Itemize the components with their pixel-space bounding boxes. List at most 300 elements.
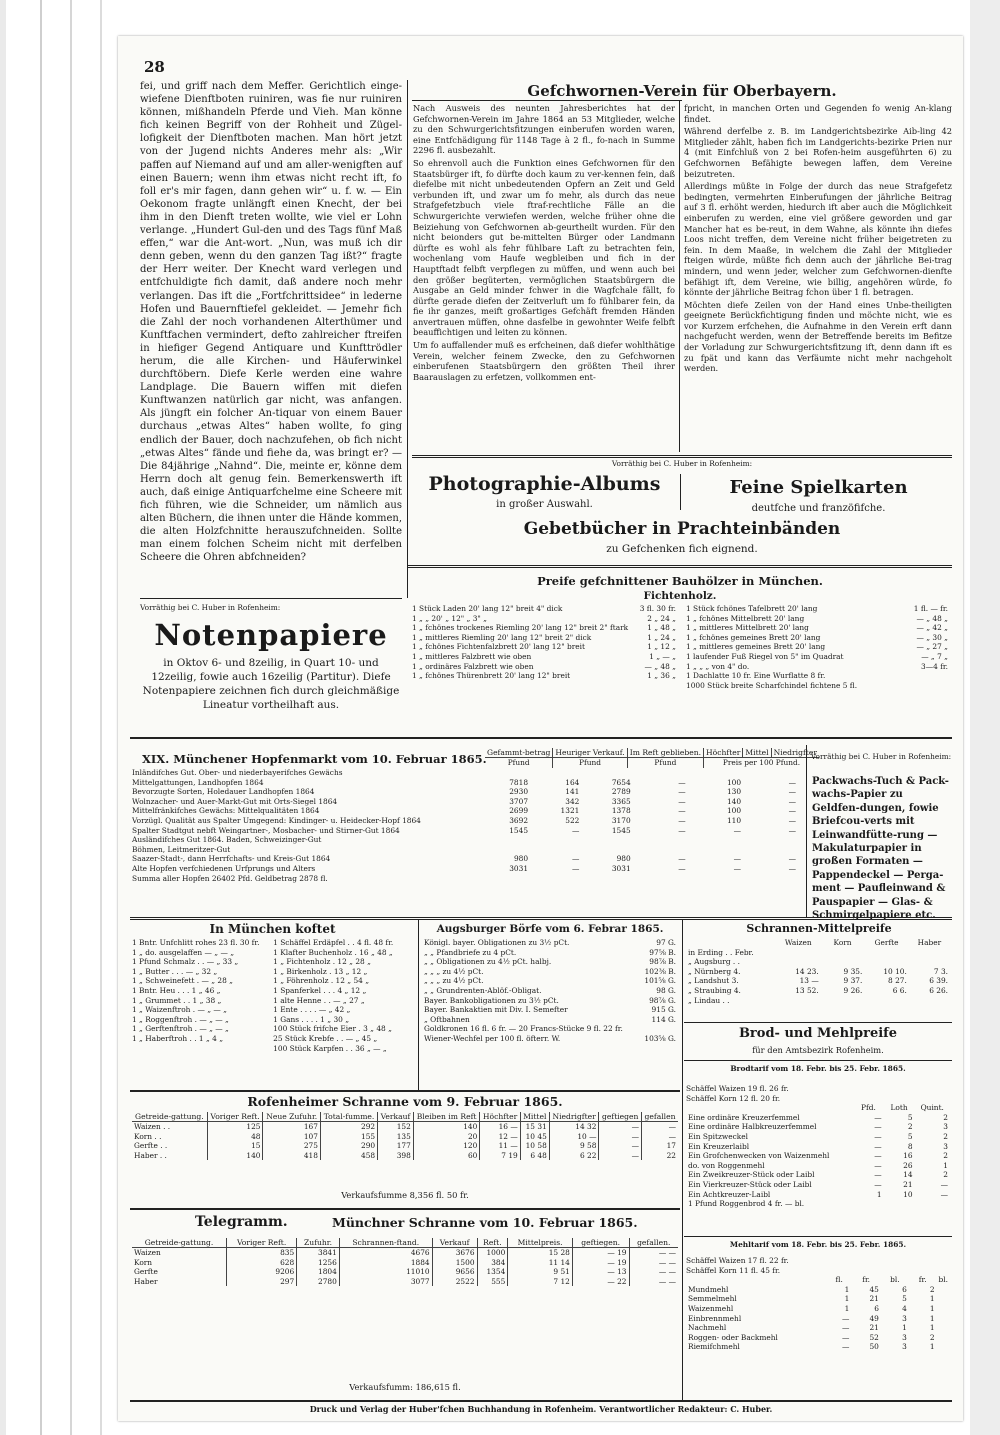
kostet-row xyxy=(130,957,413,967)
mittel-row xyxy=(686,957,950,967)
table-cell: — 22 xyxy=(572,1277,629,1287)
table-cell: — xyxy=(788,863,796,873)
hopfen-title: XIX. Münchener Hopfenmarkt vom 10. Februar 1865. xyxy=(142,752,487,766)
table-cell: 97 G. xyxy=(656,938,676,947)
table-cell: 107 xyxy=(263,1132,320,1142)
boerse-title: Augsburger Börfe vom 6. Febrar 1865. xyxy=(436,923,664,935)
muenchen-kostet-block xyxy=(130,938,415,1088)
table-cell: 1884 xyxy=(339,1258,432,1268)
table-cell: 5 xyxy=(907,1131,913,1141)
rosenheim-row xyxy=(132,1122,678,1132)
holz-row xyxy=(410,642,678,652)
table-cell: 1 Stück Laden 20' lang 12" breit 4" dick xyxy=(412,604,563,613)
table-cell: 6 22 xyxy=(549,1151,599,1161)
boerse-row xyxy=(422,957,678,967)
table-cell: 13 52. xyxy=(795,985,819,995)
table-cell: 1 xyxy=(844,1303,850,1313)
right-margin xyxy=(970,0,1000,1435)
table-cell: 1378 xyxy=(611,806,631,816)
page-number: 28 xyxy=(144,58,165,76)
mehl-block xyxy=(686,1256,952,1381)
table-cell: 1 „ fchönes Thürenbrett 20' lang 12" breit xyxy=(412,671,571,681)
column-divider xyxy=(407,80,408,598)
holz-row xyxy=(684,614,950,624)
column-divider xyxy=(682,920,683,1400)
holz-left-list xyxy=(410,604,680,716)
notenpapiere-headline: Notenpapiere xyxy=(154,618,388,652)
table-cell: — 13 xyxy=(572,1267,629,1277)
brod-row xyxy=(686,1199,950,1209)
holz-row xyxy=(684,604,950,614)
table-cell: 1 „ Fichtenholz . 12 „ 28 „ xyxy=(273,957,371,967)
brod-row xyxy=(686,1132,950,1142)
table-cell: 152 xyxy=(378,1122,414,1132)
table-cell: 2 „ 24 „ xyxy=(647,613,676,623)
article-paragraph: Während derfelbe z. B. im Landgerichtsbezirke Aib-ling 42 Mitglieder zählt, haben fich im Landgerichts-bezirke Prien nur 4 (mit Einfchluß von 2 bei Rofen-heim ausgeführten 6) zu Gefchwornen Befähigte bewegen laffen, dem Vereine beizutreten. xyxy=(684,126,952,179)
brod-row xyxy=(686,1142,950,1152)
table-cell: — — xyxy=(629,1258,678,1268)
table-cell xyxy=(530,835,581,845)
geschworenen-col1 xyxy=(413,103,675,453)
article-paragraph: Möchten diefe Zeilen von der Hand eines Unbe-theiligten geeignete Berückfichtigung finden und möchte nicht, wie es vor Kurzem erfchehen, die Aufnahme in den Verein erft dann nachgefucht werden, wenn der Betreffende bereits im Befitze der Vorladung zur Schwurgerichtsfitzung ift, denn dann ift es zu fpät und kann das Verfäumte nicht mehr nachgeholt werden. xyxy=(684,299,952,374)
holz-row xyxy=(410,671,678,681)
rule xyxy=(130,917,952,920)
telegramm-row xyxy=(132,1248,678,1258)
table-cell xyxy=(688,835,743,845)
mehl-row xyxy=(686,1323,950,1333)
table-cell xyxy=(743,845,798,855)
table-cell: 1 „ „ „ von 4" do. xyxy=(686,661,750,671)
table-cell: Mundmehl xyxy=(688,1284,729,1294)
table-cell: 1545 xyxy=(509,825,529,835)
table-cell: 2 xyxy=(907,1122,913,1132)
kostet-row xyxy=(130,986,413,996)
table-cell: Inländifches Gut. Ober- und niederbayerifches Gewächs xyxy=(132,768,343,777)
notenpapiere-vendor: Vorräthig bei C. Huber in Rofenheim: xyxy=(140,603,281,612)
table-cell: 1 fl. — fr. xyxy=(913,604,948,613)
holz-row xyxy=(684,652,950,662)
table-cell: 3 xyxy=(902,1332,907,1342)
table-cell: — „ 30 „ xyxy=(916,632,948,642)
photo-albums-title: Photographie-Albums xyxy=(428,473,661,495)
table-cell: 522 xyxy=(565,815,580,825)
table-cell: Mittelgattungen, Landhopfen 1864 xyxy=(132,777,264,787)
column-header: geftiegen xyxy=(599,1112,642,1122)
table-cell: 120 xyxy=(413,1141,480,1151)
kostet-row xyxy=(130,1024,413,1034)
page-stack-edge xyxy=(100,0,102,1435)
table-cell: — xyxy=(874,1170,882,1180)
hopfen-row xyxy=(130,874,798,884)
column-header: Verkauf xyxy=(378,1112,414,1122)
table-cell: 1 „ Birkenholz . 13 „ 12 „ xyxy=(273,966,368,976)
column-header: fr. xyxy=(918,1275,927,1285)
column-header: Verkauf xyxy=(432,1238,477,1248)
brod-table xyxy=(686,1103,950,1209)
table-cell xyxy=(688,874,743,884)
table-cell xyxy=(821,957,865,967)
table-cell: 1 Pfund Schmalz . . — „ 33 „ xyxy=(132,957,239,967)
table-cell: 1 „ Schweinefett . — „ 28 „ xyxy=(132,976,233,986)
brodtarif-title: Brodtarif vom 18. Febr. bis 25. Febr. 1865. xyxy=(730,1064,906,1073)
column-header: gefallen xyxy=(642,1112,679,1122)
table-cell xyxy=(530,874,581,884)
rosenheim-row xyxy=(132,1151,678,1161)
boerse-row xyxy=(422,967,678,977)
boerse-row xyxy=(422,986,678,996)
table-cell: — xyxy=(874,1179,882,1189)
table-cell: — xyxy=(678,815,686,825)
table-cell: — xyxy=(678,806,686,816)
table-cell: 1 „ do. ausgelaffen — „ — „ xyxy=(132,947,235,957)
table-cell: 1 Ente . . . . — „ 42 „ xyxy=(273,1005,351,1015)
table-cell: Nachmehl xyxy=(688,1323,727,1333)
table-cell: 1 xyxy=(929,1303,935,1313)
table-cell: 1 laufender Fuß Riegel von 5" im Quadrat xyxy=(686,651,844,661)
table-cell: 1 „ mittleres gemeines Brett 20' lang xyxy=(686,642,826,652)
table-cell: „ Landshut 3. xyxy=(688,976,739,986)
table-cell: 9 37. xyxy=(843,976,863,986)
table-cell: — xyxy=(788,777,796,787)
table-cell: — xyxy=(599,1132,642,1142)
table-cell xyxy=(909,948,950,958)
table-cell: Korn xyxy=(134,1257,153,1267)
table-cell: 6 xyxy=(874,1303,879,1313)
table-cell: 14 xyxy=(903,1170,913,1180)
table-cell: 141 xyxy=(565,787,580,797)
table-cell: 3 xyxy=(902,1313,907,1323)
table-cell: — xyxy=(733,863,742,873)
table-cell: 1 xyxy=(929,1342,935,1352)
table-cell: 135 xyxy=(378,1132,414,1142)
table-cell: 384 xyxy=(477,1258,508,1268)
table-cell: Ein Grofchenwecken von Waizenmehl xyxy=(688,1151,830,1161)
table-cell: 555 xyxy=(477,1277,508,1287)
table-cell: 3692 xyxy=(509,815,529,825)
table-cell: — xyxy=(599,1141,642,1151)
table-cell: 2699 xyxy=(509,806,529,816)
table-cell: 155 xyxy=(320,1132,377,1142)
table-cell: 1 Dachlatte 10 fr. Eine Wurflatte 8 fr. xyxy=(686,671,826,681)
table-cell: — — xyxy=(629,1267,678,1277)
table-cell: Einbrennmehl xyxy=(688,1313,742,1323)
table-cell: — xyxy=(571,825,580,835)
brod-basis: Schäffel Waizen 19 fl. 26 fr. xyxy=(686,1084,789,1093)
table-cell: 1000 Stück breite Scharfchindel fichtene 5 fl. xyxy=(686,680,858,690)
table-cell: 50 xyxy=(869,1342,879,1352)
table-cell: 1 Schäffel Erdäpfel . . 4 fl. 48 fr. xyxy=(273,938,394,947)
holz-row xyxy=(684,633,950,643)
holz-row xyxy=(410,604,678,614)
table-cell xyxy=(626,1024,678,1034)
holz-left-table xyxy=(410,604,678,681)
boerse-row xyxy=(422,996,678,1006)
mittel-row xyxy=(686,996,950,1006)
table-cell: 98⅞ B. xyxy=(649,957,676,967)
mittel-row xyxy=(686,976,950,986)
table-cell: 1 Pfund Roggenbrod 4 fr. — bl. xyxy=(688,1199,805,1209)
holz-right-list xyxy=(684,604,952,716)
column-header: Mittel xyxy=(520,1112,549,1122)
table-cell: 4 xyxy=(902,1303,907,1313)
table-cell xyxy=(633,874,688,884)
column-header: fl. xyxy=(835,1275,843,1285)
holz-row xyxy=(684,623,950,633)
table-cell: 125 xyxy=(207,1122,263,1132)
table-cell: 7 19 xyxy=(480,1151,520,1161)
table-cell: 292 xyxy=(320,1122,377,1132)
table-cell xyxy=(633,768,688,778)
rule xyxy=(140,598,402,599)
table-cell: Gerfte xyxy=(134,1267,158,1277)
table-cell xyxy=(743,768,798,778)
column-header: Quint. xyxy=(920,1103,944,1113)
table-cell: 177 xyxy=(378,1141,414,1151)
table-cell: 98 G. xyxy=(656,985,676,995)
rule xyxy=(412,100,682,101)
table-cell: — xyxy=(874,1131,882,1141)
table-cell: Ein Vierkreuzer-Stück oder Laibl xyxy=(688,1179,812,1189)
table-cell: — xyxy=(599,1151,642,1161)
brod-basis: Schäffel Korn 12 fl. 20 fr. xyxy=(686,1093,781,1103)
table-cell: — xyxy=(788,825,796,835)
mehl-row xyxy=(686,1342,950,1352)
table-cell xyxy=(743,874,798,884)
table-cell: 1 „ mittleres Mittelbrett 20' lang xyxy=(686,623,809,633)
telegramm-block xyxy=(132,1238,680,1373)
table-cell: 16 xyxy=(903,1151,913,1161)
table-cell: 164 xyxy=(565,777,580,787)
table-cell: 1 „ mittleres Riemling 20' lang 12" breit 2" dick xyxy=(412,632,592,642)
boerse-row xyxy=(422,976,678,986)
table-cell xyxy=(479,768,530,778)
table-cell: 3 xyxy=(943,1141,948,1151)
table-cell: Ein Spitzweckel xyxy=(688,1131,748,1141)
table-cell: — xyxy=(678,825,686,835)
table-cell: 1500 xyxy=(432,1258,477,1268)
hopfen-row xyxy=(130,787,798,797)
table-cell: 1 „ ordinäres Falzbrett wie oben xyxy=(412,661,534,671)
schrannen-mittel-title: Schrannen-Mittelpreife xyxy=(746,922,892,935)
table-cell: 26 xyxy=(903,1160,913,1170)
schrannen-mittel-block xyxy=(686,938,952,1018)
table-cell: 167 xyxy=(263,1122,320,1132)
column-header: Gerfte xyxy=(874,938,899,947)
table-cell: 3 xyxy=(943,1122,948,1132)
table-cell: 418 xyxy=(263,1151,320,1161)
rosenheim-table xyxy=(132,1112,678,1160)
table-cell: 2522 xyxy=(432,1277,477,1287)
table-cell: 342 xyxy=(565,796,580,806)
holz-row xyxy=(410,633,678,643)
hopfen-table xyxy=(130,768,798,883)
table-cell: 1 „ 24 „ xyxy=(647,632,676,642)
table-cell xyxy=(581,874,632,884)
article-paragraph: So ehrenvoll auch die Funktion eines Gefchwornen für den Staatsbürger ift, fo dürfte doch kaum zu ver-kennen fein, daß diefelbe mit nicht unbedeutenden Opfern an Zeit und Geld verbunden ift, und zwar um fo mehr, als durch das neue Strafgefetzbuch viele ftraf-rechtliche Fälle an die Schwurgerichte verwiefen werden, welche früher ohne die Beiziehung von Gefchwornen ab-geurtheilt wurden. Für den nicht beionders gut be-mittelten Bürger oder Landmann dürfte es wohl als fehr fühlbare Laft zu betrachten fein, wochenlang vom Haufe wegbleiben und fich in der Hauptftadt felbft verpflegen zu müffen, und wenn auch bei den größer begüterten, vermöglichen Staatsbürgern die Ausgabe an Geld minder fchwer in die Wagfchale fällt, fo dürfte gerade diefen der Zeitverluft um fo fühlbarer fein, da fie ihr ganzes, meift großartiges Gefchäft fremden Händen anvertrauen müffen, ohne dasfelbe in gewohnter Weife felbft beauffichtigen und leiten zu können. xyxy=(413,157,675,338)
table-cell xyxy=(889,671,950,681)
telegramm-row xyxy=(132,1277,678,1287)
notenpapiere-body: in Oktov 6- und 8zeilig, in Quart 10- und 12zeilig, fowie auch 16zeilig (Partitur). Diefe Notenpapiere zeichnen fich durch gleichmäßige Lineatur vortheilhaft aus. xyxy=(142,657,400,711)
table-cell: 97⅝ B. xyxy=(649,947,676,957)
table-cell: — xyxy=(788,854,796,864)
table-cell: 1 xyxy=(929,1313,935,1323)
table-cell: 16 — xyxy=(480,1122,520,1132)
table-cell xyxy=(633,845,688,855)
table-cell: Bayer. Bankobligationen zu 3½ pCt. xyxy=(424,995,559,1005)
column-header: Niedrigfter xyxy=(549,1112,599,1122)
table-cell: 11 14 xyxy=(508,1258,573,1268)
hopfen-row xyxy=(130,816,798,826)
table-cell xyxy=(530,768,581,778)
mittel-row xyxy=(686,948,950,958)
table-cell: — „ 7 „ xyxy=(921,651,948,661)
table-cell: 9206 xyxy=(227,1267,297,1277)
boerse-table xyxy=(422,938,678,1044)
column-header: Loth xyxy=(890,1103,908,1113)
mehltarif-title: Mehltarif vom 18. Febr. bis 25. Febr. 1865. xyxy=(729,1240,907,1249)
table-cell xyxy=(581,768,632,778)
table-cell: — xyxy=(874,1160,882,1170)
column-header: Reft. xyxy=(477,1238,508,1248)
column-header: Neue Zufuhr. xyxy=(263,1112,320,1122)
table-cell: — xyxy=(678,777,686,787)
column-header: Haber xyxy=(917,938,942,947)
table-cell: do. von Roggenmehl xyxy=(688,1160,765,1170)
holz-title: Preife gefchnittener Bauhölzer in München. xyxy=(537,574,823,588)
page-stack-edge xyxy=(40,0,42,1435)
table-cell: „ „ „ zu 4½ pCt. xyxy=(424,976,484,986)
table-cell: 21 xyxy=(869,1323,879,1333)
table-cell xyxy=(864,957,908,967)
table-cell: 1 Bntr. Heu . . . 1 „ 46 „ xyxy=(132,985,221,995)
table-cell: „ „ Grundrenten-Ablöf.-Obligat. xyxy=(424,985,542,995)
table-cell: Ausländifches Gut 1864. Baden, Schweizinger-Gut xyxy=(132,835,322,845)
boerse-row xyxy=(422,938,678,948)
boerse-row xyxy=(422,1024,678,1034)
table-cell: 10 xyxy=(903,1189,913,1199)
table-cell: 10 — xyxy=(549,1132,599,1142)
table-cell: 52 xyxy=(869,1332,879,1342)
table-cell: 14 23. xyxy=(795,966,819,976)
rule xyxy=(684,1236,952,1237)
column-header: Korn xyxy=(833,938,852,947)
brod-title: Brod- und Mehlpreife xyxy=(738,1026,898,1041)
table-cell: 980 xyxy=(513,854,529,864)
column-header: Getreide-gattung. xyxy=(132,1238,227,1248)
brod-row xyxy=(686,1113,950,1123)
table-cell: in Erding . . Febr. xyxy=(688,947,754,957)
photo-albums-sub: in großer Auswahl. xyxy=(496,499,593,510)
hopfen-row xyxy=(130,797,798,807)
table-cell: — xyxy=(788,787,796,797)
table-cell: „ Nürnberg 4. xyxy=(688,966,741,976)
table-cell: 1 alte Henne . . — „ 27 „ xyxy=(273,995,365,1005)
table-cell: 1 „ Butter . . . — „ 32 „ xyxy=(132,966,218,976)
table-cell: — xyxy=(788,796,796,806)
table-cell: Summa aller Hopfen 26402 Pfd. Geldbetrag 2878 fl. xyxy=(132,873,328,883)
holz-row xyxy=(684,671,950,681)
table-cell: — xyxy=(788,806,796,816)
hopfen-row xyxy=(130,864,798,874)
column-header: gefallen. xyxy=(629,1238,678,1248)
table-cell: „ Oftbahnen xyxy=(424,1014,470,1024)
kostet-row xyxy=(130,938,413,948)
table-cell: — xyxy=(841,1332,850,1342)
table-cell xyxy=(909,957,950,967)
table-cell: 1 xyxy=(929,1323,935,1333)
rule xyxy=(130,1090,680,1092)
table-cell xyxy=(864,996,908,1006)
table-cell: 1 „ fchönes gemeines Brett 20' lang xyxy=(686,632,821,642)
table-cell: — „ 27 „ xyxy=(916,642,948,652)
table-cell: — „ 42 „ xyxy=(916,623,948,633)
column-divider xyxy=(418,920,419,1090)
table-cell: 835 xyxy=(227,1248,297,1258)
rule xyxy=(684,1022,952,1023)
table-cell xyxy=(864,948,908,958)
table-cell: „ Straubing 4. xyxy=(688,985,741,995)
table-cell: — xyxy=(841,1323,850,1333)
table-cell: 3365 xyxy=(611,796,631,806)
table-cell: 100 xyxy=(726,777,742,787)
table-cell: 3841 xyxy=(297,1248,340,1258)
table-cell: 2789 xyxy=(611,787,631,797)
table-cell: Wiener-Wechfel per 100 fl. öfterr. W. xyxy=(424,1033,561,1043)
hopfen-row xyxy=(130,854,798,864)
footer-imprint: Druck und Verlag der Huber'fchen Buchhandung in Rofenheim. Verantwortlicher Redakteur: C. Huber. xyxy=(309,1404,773,1414)
table-cell: 25 Stück Krebfe . . — „ 45 „ xyxy=(273,1033,378,1043)
spielkarten-title: Feine Spielkarten xyxy=(729,477,908,498)
table-cell: — 19 xyxy=(572,1248,629,1258)
table-cell: Alte Hopfen verfchiedenen Urfprungs und Alters xyxy=(132,863,316,873)
kostet-row xyxy=(130,948,413,958)
table-cell: 100 Stück frifche Eier . 3 „ 48 „ xyxy=(273,1024,392,1034)
table-cell: 1545 xyxy=(611,825,631,835)
table-cell: 1804 xyxy=(297,1267,340,1277)
table-cell: — xyxy=(642,1122,679,1132)
table-cell: 15 28 xyxy=(508,1248,573,1258)
table-cell: 5 xyxy=(902,1294,907,1304)
table-cell: 1 „ Roggenftroh . — „ — „ xyxy=(132,1014,229,1024)
table-cell: 1 xyxy=(902,1323,907,1333)
table-cell: — xyxy=(940,1179,948,1189)
left-article xyxy=(140,80,402,592)
gebetbuecher-title: Gebetbücher in Prachteinbänden xyxy=(523,519,841,539)
table-cell: 398 xyxy=(378,1151,414,1161)
unit-cell: Pfund xyxy=(553,758,627,768)
table-cell: Wolnzacher- und Auer-Markt-Gut mit Orts-Siegel 1864 xyxy=(132,796,338,806)
kostet-row xyxy=(130,976,413,986)
table-cell: 12 — xyxy=(480,1132,520,1142)
table-cell: 9 51 xyxy=(508,1267,573,1277)
table-cell: 1 Spanferkel . . . 4 „ 12 „ xyxy=(273,985,367,995)
table-cell: 1 Bntr. Unfchlitt rohes 23 fl. 30 fr. xyxy=(132,938,260,947)
table-cell xyxy=(909,996,950,1006)
rule xyxy=(684,1060,952,1061)
table-cell: 1000 xyxy=(477,1248,508,1258)
table-cell: Mittelfränkifches Gewächs: Mittelqualitäten 1864 xyxy=(132,806,320,816)
table-cell xyxy=(889,681,950,691)
table-cell: 290 xyxy=(320,1141,377,1151)
table-cell: 15 31 xyxy=(520,1122,549,1132)
table-cell: „ Lindau . . xyxy=(688,995,730,1005)
table-cell: 1 xyxy=(943,1160,948,1170)
table-cell: 980 xyxy=(616,854,631,864)
packwachs-vendor: Vorräthig bei C. Huber in Rofenheim: xyxy=(810,752,952,761)
table-cell: — 19 xyxy=(572,1258,629,1268)
table-cell: 6 48 xyxy=(520,1151,549,1161)
table-cell: Riemifchmehl xyxy=(688,1342,740,1352)
